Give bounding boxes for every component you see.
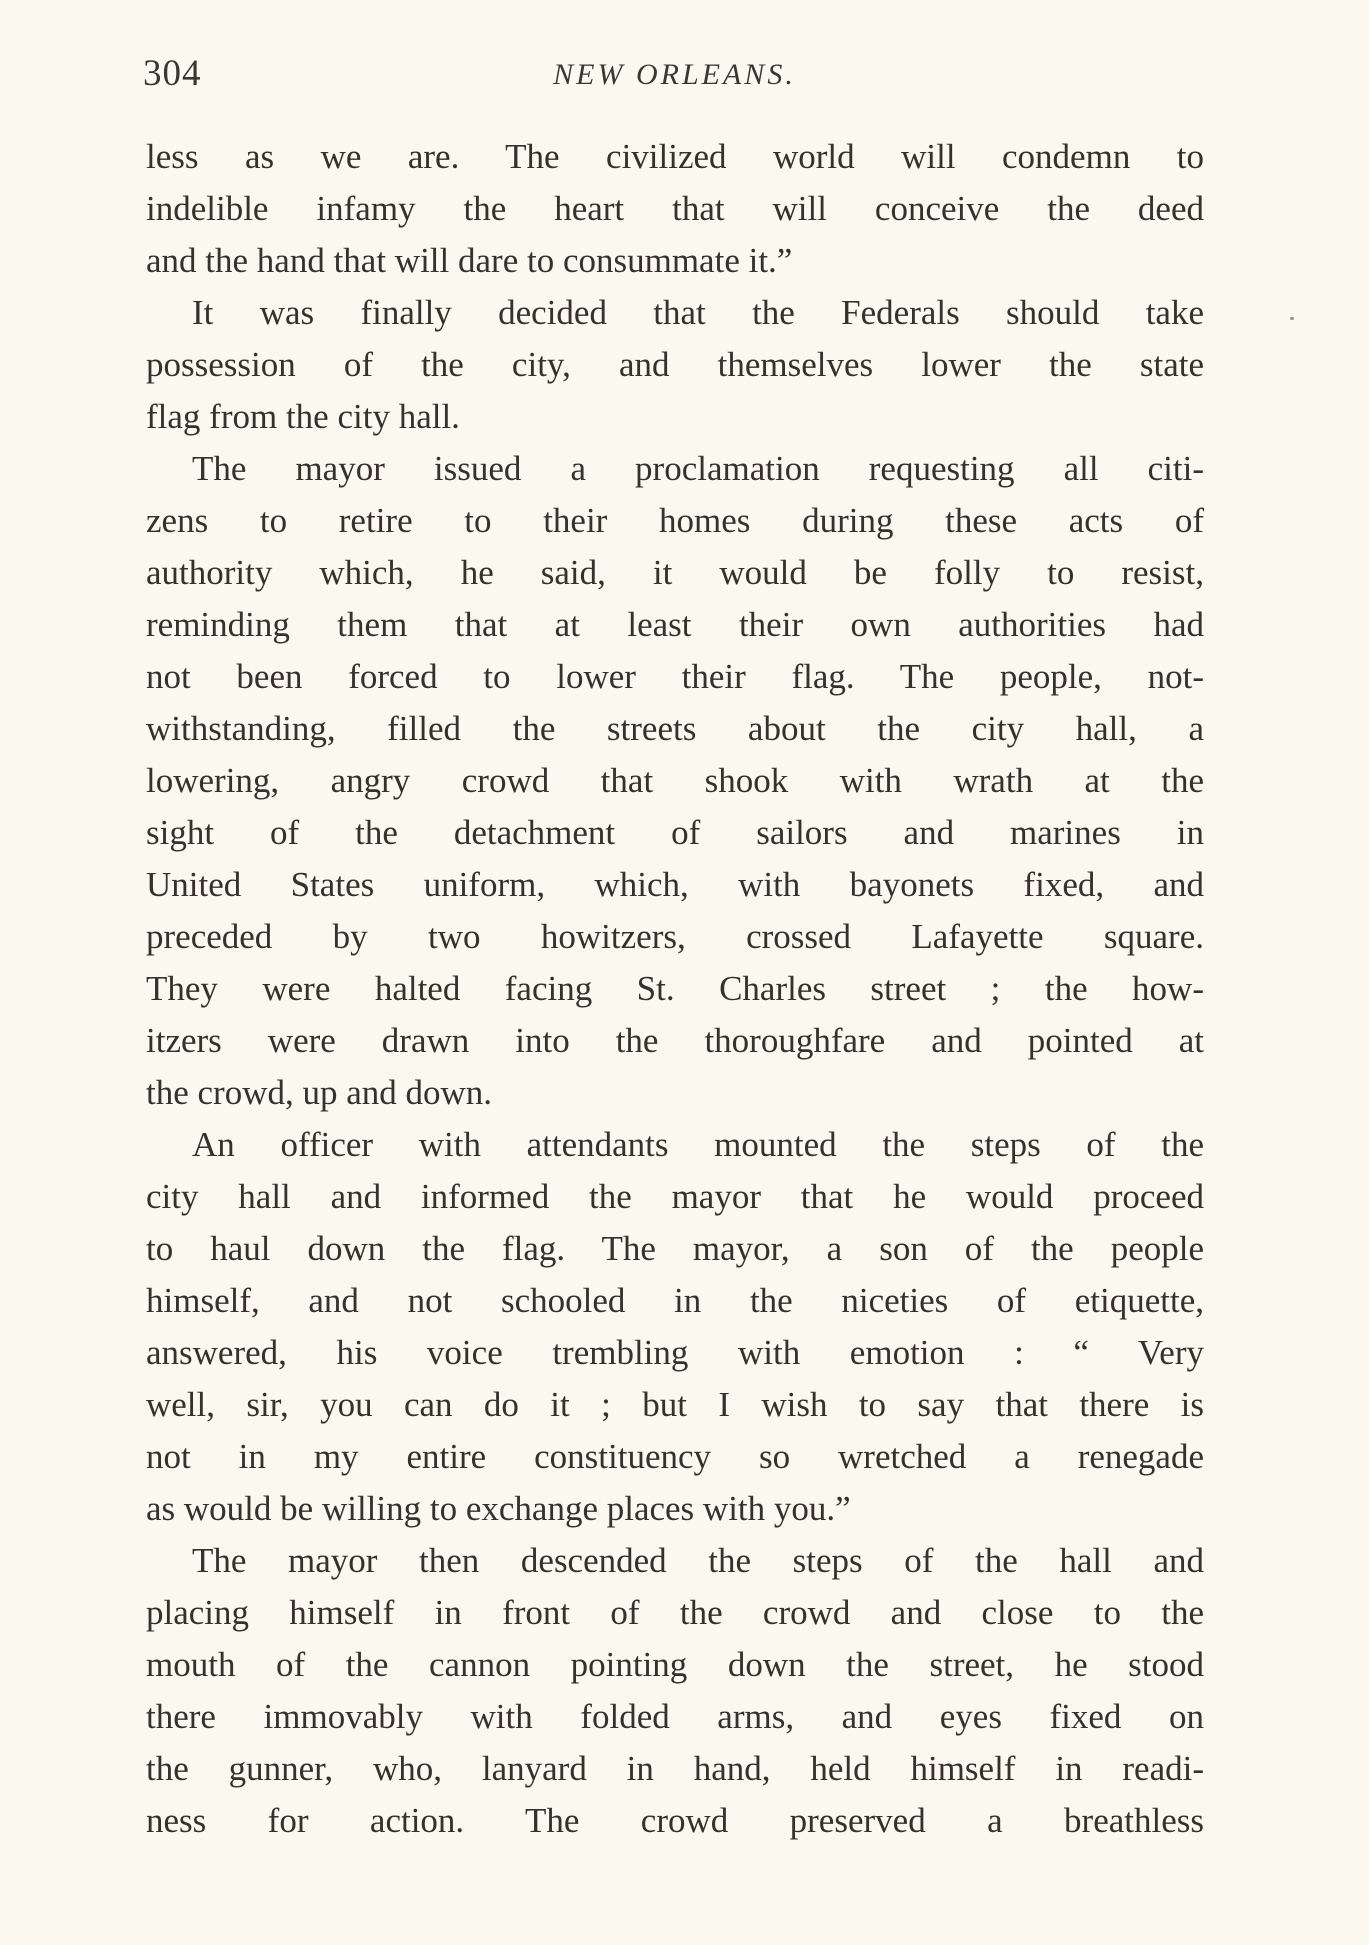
text-line: United States uniform, which, with bayonets fixed, and <box>146 865 1204 904</box>
text-line: flag from the city hall. <box>146 397 460 436</box>
text-line: lowering, angry crowd that shook with wrath at the <box>146 761 1204 800</box>
text-line: An officer with attendants mounted the steps of the <box>192 1125 1204 1164</box>
text-line: The mayor then descended the steps of the hall and <box>192 1541 1204 1580</box>
text-line: less as we are. The civilized world will condemn to <box>146 137 1204 176</box>
text-line: ness for action. The crowd preserved a breathless <box>146 1801 1204 1840</box>
text-line: the crowd, up and down. <box>146 1073 493 1112</box>
text-line: itzers were drawn into the thoroughfare and pointed at <box>146 1021 1204 1060</box>
paragraph-3 <box>146 443 1204 1119</box>
text-line: zens to retire to their homes during these acts of <box>146 501 1204 540</box>
text-line: as would be willing to exchange places with you.” <box>146 1489 851 1528</box>
text-line: himself, and not schooled in the niceties of etiquette, <box>146 1281 1204 1320</box>
text-line: It was finally decided that the Federals should take <box>192 293 1204 332</box>
text-line: and the hand that will dare to consummate it.” <box>146 241 793 280</box>
paragraph-1 <box>146 131 1204 287</box>
text-line: to haul down the flag. The mayor, a son of the people <box>146 1229 1204 1268</box>
text-line: reminding them that at least their own authorities had <box>146 605 1204 644</box>
text-line: the gunner, who, lanyard in hand, held himself in readi- <box>146 1749 1204 1788</box>
paper-speck <box>1290 317 1294 320</box>
text-line: preceded by two howitzers, crossed Lafayette square. <box>146 917 1204 956</box>
text-line: withstanding, filled the streets about the city hall, a <box>146 709 1204 748</box>
paragraph-5 <box>146 1535 1204 1847</box>
paragraph-2 <box>146 287 1204 443</box>
text-line: there immovably with folded arms, and eyes fixed on <box>146 1697 1204 1736</box>
text-line: not in my entire constituency so wretched a renegade <box>146 1437 1204 1476</box>
page-number: 304 <box>143 53 202 94</box>
body-text <box>146 131 1204 1847</box>
text-line: city hall and informed the mayor that he would proceed <box>146 1177 1204 1216</box>
text-line: possession of the city, and themselves lower the state <box>146 345 1204 384</box>
text-line: authority which, he said, it would be folly to resist, <box>146 553 1204 592</box>
text-line: indelible infamy the heart that will conceive the deed <box>146 189 1204 228</box>
text-line: not been forced to lower their flag. The people, not- <box>146 657 1204 696</box>
text-line: The mayor issued a proclamation requesting all citi- <box>192 449 1204 488</box>
text-line: well, sir, you can do it ; but I wish to say that there is <box>146 1385 1204 1424</box>
running-title: NEW ORLEANS. <box>553 58 796 91</box>
text-line: answered, his voice trembling with emotion : “ Very <box>146 1333 1204 1372</box>
text-line: mouth of the cannon pointing down the street, he stood <box>146 1645 1204 1684</box>
page-header <box>143 52 1206 100</box>
text-line: They were halted facing St. Charles street ; the how- <box>146 969 1204 1008</box>
text-line: placing himself in front of the crowd and close to the <box>146 1593 1204 1632</box>
text-line: sight of the detachment of sailors and marines in <box>146 813 1204 852</box>
paragraph-4 <box>146 1119 1204 1535</box>
